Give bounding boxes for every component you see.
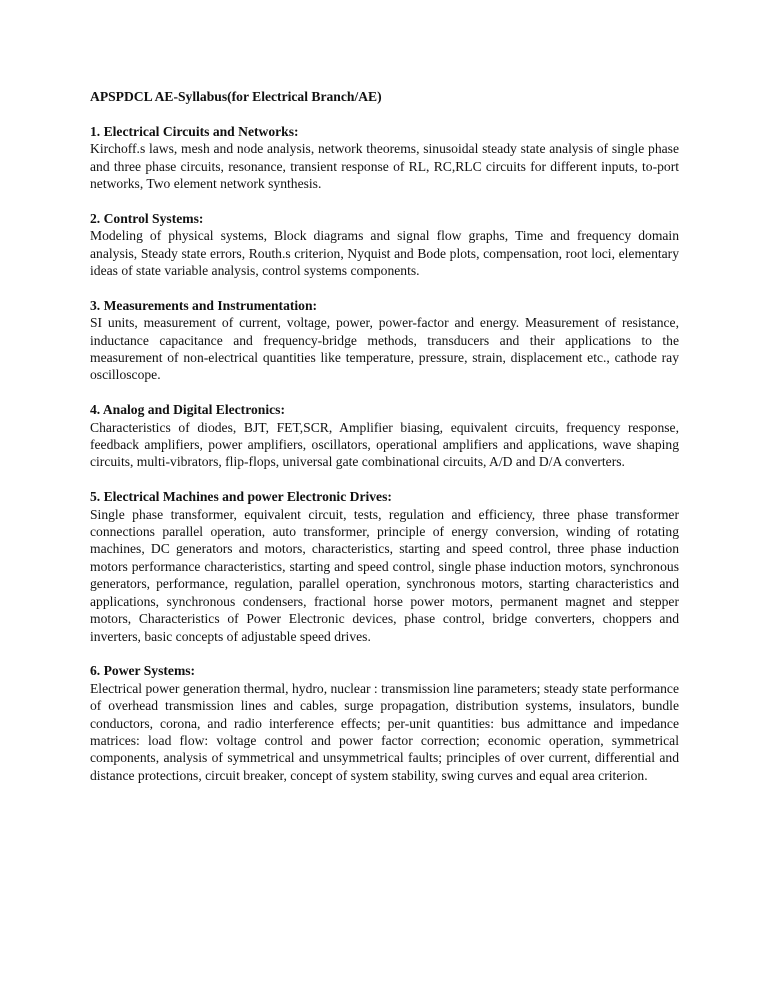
document-title: APSPDCL AE-Syllabus(for Electrical Branch/AE)	[90, 89, 382, 104]
section-body: Single phase transformer, equivalent circuit, tests, regulation and efficiency, three phase transformer connections parallel operation, auto transformer, principle of energy conversion, winding of rotating machines, DC generators and motors, characteristics, starting and speed control, three phase induction motors performance characteristics, starting and speed control, single phase induction motors, synchronous generators, performance, regulation, parallel operation, synchronous motors, starting characteristics and applications, synchronous condensers, fractional horse power motors, permanent magnet and stepper motors, Characteristics of Power Electronic devices, phase control, bridge converters, choppers and inverters, basic concepts of adjustable speed drives.	[90, 506, 679, 644]
section-heading: 3. Measurements and Instrumentation:	[90, 297, 318, 313]
section-body: SI units, measurement of current, voltage, power, power-factor and energy. Measurement of resistance, inductance capacitance and frequency-bridge methods, transducers and their applications to the measurement of non-electrical quantities like temperature, pressure, strain, displacement etc., cathode ray oscilloscope.	[90, 315, 679, 383]
section-body: Kirchoff.s laws, mesh and node analysis, network theorems, sinusoidal steady state analysis of single phase and three phase circuits, resonance, transient response of RL, RC,RLC circuits for different inputs, to-port networks, Two element network synthesis.	[90, 141, 679, 192]
section-analog-digital	[90, 401, 679, 471]
section-measurements	[90, 297, 679, 384]
section-heading: 4. Analog and Digital Electronics:	[90, 402, 285, 418]
section-control-systems	[90, 210, 679, 280]
section-electrical-machines	[90, 488, 679, 645]
section-heading: 6. Power Systems:	[90, 663, 196, 679]
section-heading: 2. Control Systems:	[90, 210, 204, 226]
section-body: Modeling of physical systems, Block diagrams and signal flow graphs, Time and frequency domain analysis, Steady state errors, Routh.s criterion, Nyquist and Bode plots, compensation, root loci, elementary ideas of state variable analysis, control systems components.	[90, 228, 679, 279]
section-power-systems	[90, 662, 679, 784]
section-body: Characteristics of diodes, BJT, FET,SCR, Amplifier biasing, equivalent circuits, frequency response, feedback amplifiers, power amplifiers, oscillators, operational amplifiers and applications, wave shaping circuits, multi-vibrators, flip-flops, universal gate combinational circuits, A/D and D/A converters.	[90, 419, 679, 470]
section-heading: 1. Electrical Circuits and Networks:	[90, 123, 299, 139]
section-body: Electrical power generation thermal, hydro, nuclear : transmission line parameters; steady state performance of overhead transmission lines and cables, surge propagation, distribution systems, insulators, bundle conductors, corona, and radio interference effects; per-unit quantities: bus admittance and impedance matrices: load flow: voltage control and power factor correction; economic operation, symmetrical components, analysis of symmetrical and unsymmetrical faults; principles of over current, differential and distance protections, circuit breaker, concept of system stability, swing curves and equal area criterion.	[90, 680, 679, 783]
document-page	[90, 88, 679, 802]
section-heading: 5. Electrical Machines and power Electronic Drives:	[90, 489, 392, 505]
section-electrical-circuits	[90, 123, 679, 193]
